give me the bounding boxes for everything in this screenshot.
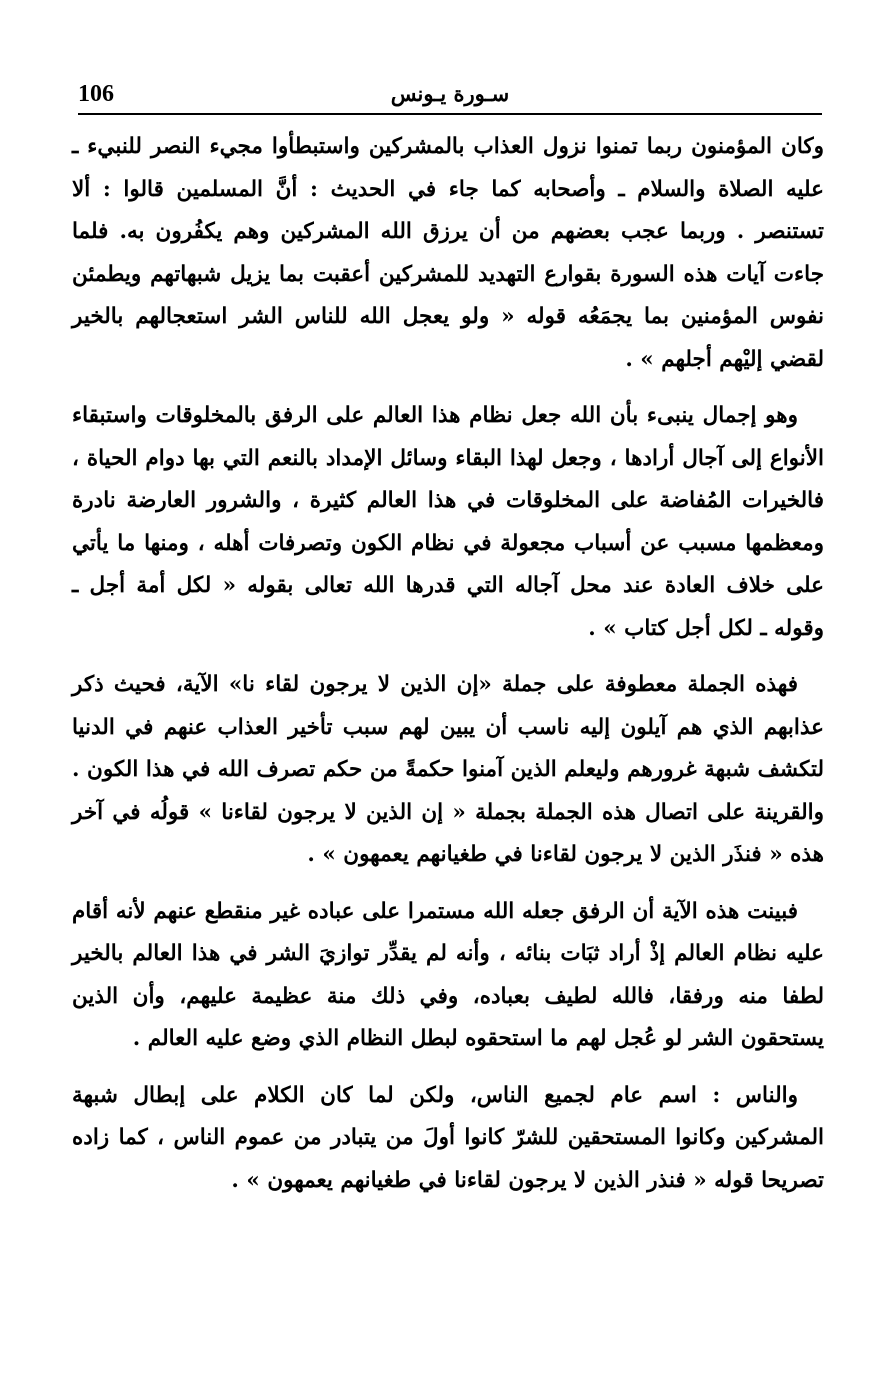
page-number: 106	[78, 81, 114, 107]
running-title: سـورة يـونس	[390, 81, 510, 106]
paragraph: والناس : اسم عام لجميع الناس، ولكن لما كان الكلام على إبطال شبهة المشركين وكانوا المستحقين للشرّ كانوا أولَ من يتبادر من عموم الناس ، كما زاده تصريحا قوله « فنذر الذين لا يرجون لقاءنا في طغيانهم يعمهون » .	[72, 1082, 824, 1193]
paragraph: فبينت هذه الآية أن الرفق جعله الله مستمرا على عباده غير منقطع عنهم لأنه أقام عليه نظام العالم إذْ أراد ثبَات بنائه ، وأنه لم يقدِّر توازيَ الشر في هذا العالم بالخير لطفا منه ورفقا، فالله لطيف بعباده، وفي ذلك منة عظيمة عليهم، وأن الذين يستحقون الشر لو عُجل لهم ما استحقوه لبطل النظام الذي وضع عليه العالم .	[72, 898, 824, 1051]
paragraph: وكان المؤمنون ربما تمنوا نزول العذاب بالمشركين واستبطأوا مجيء النصر للنبيء ـ عليه الصلاة والسلام ـ وأصحابه كما جاء في الحديث : أنَّ المسلمين قالوا : ألا تستنصر . وربما عجب بعضهم من أن يرزق الله المشركين وهم يكفُرون به. فلما جاءت آيات هذه السورة بقوارع التهديد للمشركين أعقبت بما يزيل شبهاتهم ويطمئن نفوس المؤمنين بما يجمَعُه قوله « ولو يعجل الله للناس الشر استعجالهم بالخير لقضي إليْهم أجلهم » .	[72, 134, 824, 372]
header-rule	[78, 113, 822, 115]
paragraph: فهذه الجملة معطوفة على جملة «إن الذين لا يرجون لقاء نا» الآية، فحيث ذكر عذابهم الذي هم آيلون إليه ناسب أن يبين لهم سبب تأخير العذاب عنهم في الدنيا لتكشف شبهة غرورهم وليعلم الذين آمنوا حكمةً من حكم تصرف الله في هذا الكون . والقرينة على اتصال هذه الجملة بجملة « إن الذين لا يرجون لقاءنا » قولُه في آخر هذه « فنذَر الذين لا يرجون لقاءنا في طغيانهم يعمهون » .	[72, 672, 824, 867]
page-header	[78, 78, 822, 110]
paragraph: وهو إجمال ينبىء بأن الله جعل نظام هذا العالم على الرفق بالمخلوقات واستبقاء الأنواع إلى آجال أرادها ، وجعل لهذا البقاء وسائل الإمداد بالنعم التي بها دوام الحياة ، فالخيرات المُفاضة على المخلوقات في هذا العالم كثيرة ، والشرور العارضة نادرة ومعظمها مسبب عن أسباب مجعولة في نظام الكون وتصرفات أهله ، ومنها ما يأتي على خلاف العادة عند محل آجاله التي قدرها الله تعالى بقوله « لكل أمة أجل ـ وقوله ـ لكل أجل كتاب » .	[72, 403, 824, 641]
page-body	[72, 126, 824, 1216]
